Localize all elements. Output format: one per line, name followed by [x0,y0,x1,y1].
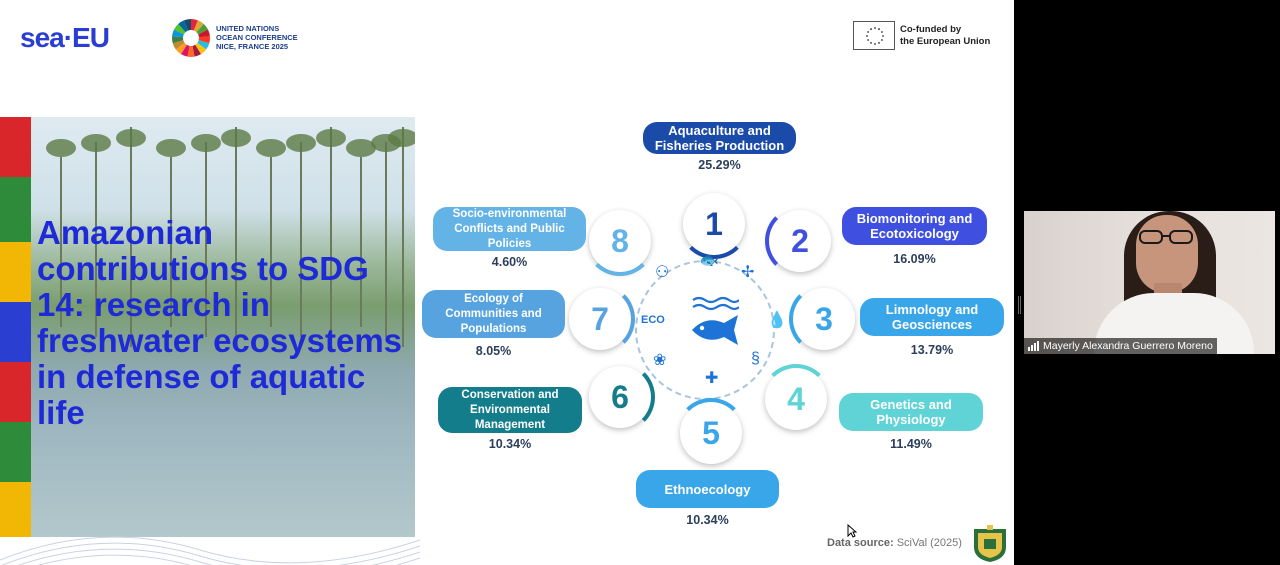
university-crest-icon [971,523,1009,563]
signal-strength-icon [1028,341,1039,351]
topic-percent-8: 4.60% [491,255,528,269]
topic-number-7 [569,288,631,350]
topic-number-text: 6 [611,378,629,415]
topic-number-text: 5 [702,414,720,451]
topic-label-3: Limnology and Geosciences [860,298,1004,336]
color-strip [0,117,31,537]
topic-number-text: 3 [815,300,833,337]
topic-percent-4: 11.49% [890,437,932,451]
topic-label-7: Ecology of Communities and Populations [422,290,565,338]
data-source: Data source: SciVal (2025) [827,537,962,549]
dragonfly-icon: ✢ [741,264,755,281]
bird-icon: ✚ [705,370,719,387]
topic-number-1 [683,193,745,255]
slide-title: Amazonian contributions to SDG 14: research in freshwater ecosystems in defense of aquatic life [37,214,403,431]
eu-flag-icon [853,21,895,50]
decorative-waves [0,500,420,565]
topic-number-8 [589,210,651,272]
topic-number-4 [765,368,827,430]
topic-number-2 [769,210,831,272]
topic-percent-7: 8.05% [475,344,512,358]
topic-number-text: 4 [787,380,805,417]
topic-percent-6: 10.34% [488,437,532,451]
participant-face [1136,215,1198,293]
topic-label-5: Ethnoecology [636,470,779,508]
topic-number-6 [589,366,651,428]
topic-label-2: Biomonitoring and Ecotoxicology [842,207,987,245]
topic-number-3 [793,288,855,350]
topic-label-1: Aquaculture and Fisheries Production [643,122,796,154]
topic-number-text: 8 [611,222,629,259]
mouse-cursor-icon [847,524,857,538]
topic-number-text: 2 [791,222,809,259]
topic-percent-1: 25.29% [698,158,741,172]
topic-percent-3: 13.79% [910,343,954,357]
eco-icon: ECO [641,314,665,326]
participant-name: Mayerly Alexandra Guerrero Moreno [1043,340,1213,352]
sea-eu-logo: sea·EU [20,22,109,53]
topic-label-8: Socio-environmental Conflicts and Public Policies [433,207,586,251]
topic-percent-2: 16.09% [893,252,936,266]
topic-percent-5: 10.34% [686,513,729,527]
un-ocean-conference-logo [171,18,211,58]
eu-funding-text: Co-funded by the European Union [900,24,991,47]
participant-name-tag [1024,338,1217,354]
rainforest-photo [0,117,415,537]
fish-small-icon: 🐟 [699,252,719,269]
topic-number-text: 1 [705,205,723,242]
topic-label-6: Conservation and Environmental Management [438,387,582,433]
topic-number-text: 7 [591,300,609,337]
water-drop-icon: 💧 [767,312,787,329]
water-waves-icon [691,295,739,315]
panel-resize-handle[interactable] [1018,296,1021,314]
dna-icon: § [751,350,760,367]
fish-icon [688,313,744,347]
people-icon: ⚇ [655,264,670,281]
plant-icon: ❀ [653,352,667,369]
un-conference-text: UNITED NATIONS OCEAN CONFERENCE NICE, FRANCE 2025 [216,24,298,51]
glasses-icon [1134,229,1200,245]
topic-label-4: Genetics and Physiology [839,393,983,431]
topic-infographic [415,110,1014,565]
topic-number-5 [680,402,742,464]
participant-video-tile[interactable] [1024,211,1275,354]
